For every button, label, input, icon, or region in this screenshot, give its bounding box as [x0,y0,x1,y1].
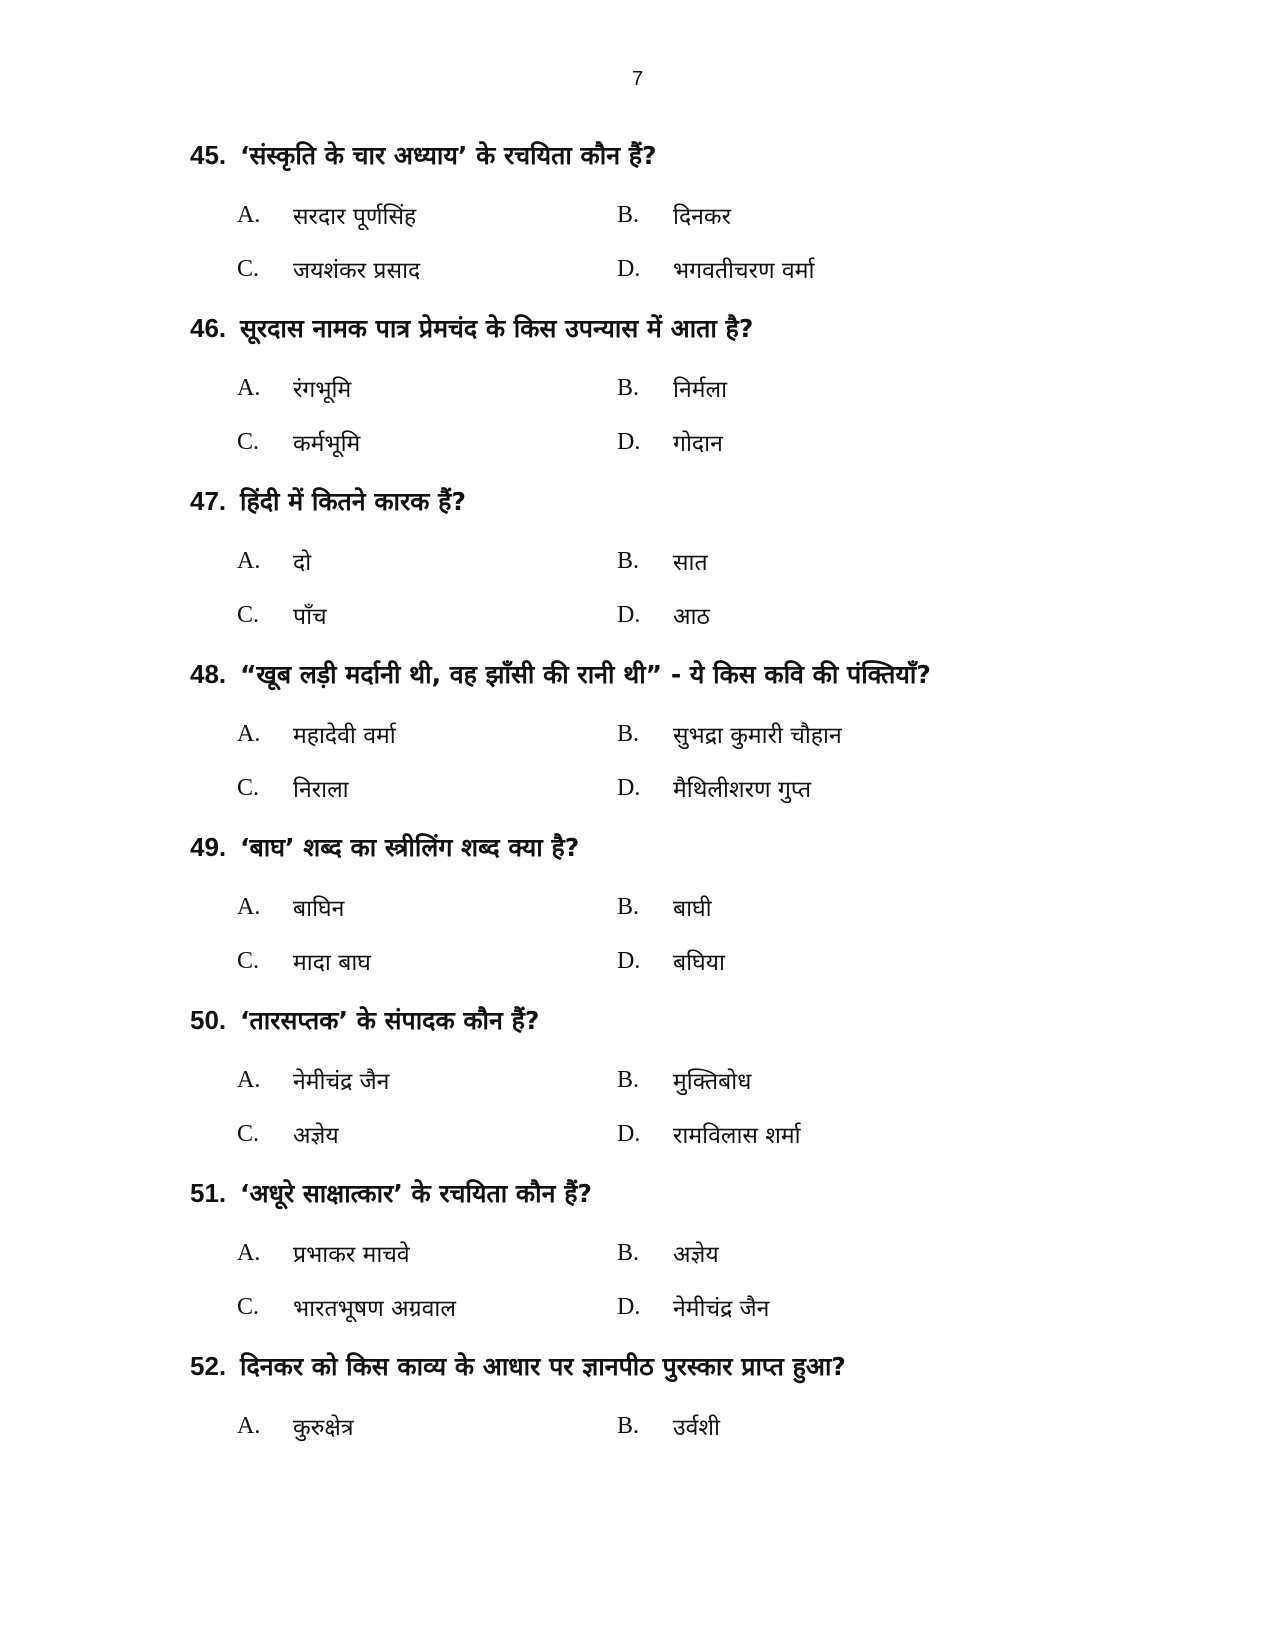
option-d [617,1118,997,1150]
option-text: रामविलास शर्मा [673,1123,801,1149]
question-text: हिंदी में कितने कारक हैं? [240,487,466,516]
option-letter: C. [237,947,260,974]
option-c [237,772,617,804]
option-c [237,599,617,631]
option-a [237,718,617,750]
option-letter: C. [237,1120,260,1147]
option-text: प्रभाकर माचवे [293,1242,410,1268]
option-letter: B. [617,1412,640,1439]
option-b [617,1237,997,1269]
question-45 [190,138,1190,311]
option-letter: A. [237,1066,261,1093]
option-c [237,1291,617,1323]
option-a [237,199,617,231]
option-b [617,545,997,577]
question-number: 50. [190,1005,227,1035]
option-row [190,588,1190,642]
option-letter: B. [617,893,640,920]
option-letter: D. [617,1293,641,1320]
option-c [237,945,617,977]
question-47 [190,484,1190,657]
option-text: निर्मला [673,377,728,403]
option-row [190,707,1190,761]
option-letter: C. [237,255,260,282]
question-heading [190,484,1190,534]
question-52 [190,1349,1190,1522]
question-text: ‘संस्कृति के चार अध्याय’ के रचयिता कौन हैं? [240,141,657,170]
question-heading [190,1176,1190,1226]
question-number: 49. [190,832,227,862]
option-c [237,426,617,458]
option-letter: C. [237,1293,260,1320]
option-letter: B. [617,720,640,747]
question-number: 47. [190,486,227,516]
option-d [617,599,997,631]
option-a [237,1237,617,1269]
option-letter: D. [617,428,641,455]
question-49 [190,830,1190,1003]
option-row [190,1107,1190,1161]
question-text: सूरदास नामक पात्र प्रेमचंद के किस उपन्यास में आता है? [240,314,754,343]
option-letter: B. [617,1239,640,1266]
option-letter: A. [237,1412,261,1439]
option-text: बाघी [673,896,712,922]
option-a [237,1410,617,1442]
option-letter: A. [237,201,261,228]
option-text: भगवतीचरण वर्मा [673,258,815,284]
option-text: अज्ञेय [673,1242,719,1268]
option-b [617,1410,997,1442]
option-letter: B. [617,1066,640,1093]
question-list [190,138,1190,1522]
option-text: पाँच [293,604,327,630]
option-letter: C. [237,774,260,801]
question-heading [190,311,1190,361]
option-a [237,372,617,404]
option-text: कुरुक्षेत्र [293,1415,354,1441]
option-text: दिनकर [673,204,732,230]
option-d [617,772,997,804]
option-text: भारतभूषण अग्रवाल [293,1296,456,1322]
option-text: नेमीचंद्र जैन [673,1296,770,1322]
option-letter: A. [237,893,261,920]
option-a [237,891,617,923]
option-row [190,415,1190,469]
question-46 [190,311,1190,484]
option-letter: D. [617,947,641,974]
option-letter: C. [237,601,260,628]
option-text: नेमीचंद्र जैन [293,1069,390,1095]
option-letter: D. [617,774,641,801]
question-text: ‘अधूरे साक्षात्कार’ के रचयिता कौन हैं? [240,1179,592,1208]
question-51 [190,1176,1190,1349]
option-letter: C. [237,428,260,455]
option-text: दो [293,550,312,576]
option-row [190,761,1190,815]
option-row [190,934,1190,988]
question-number: 45. [190,140,227,170]
option-text: सुभद्रा कुमारी चौहान [673,723,842,749]
question-text: ‘बाघ’ शब्द का स्त्रीलिंग शब्द क्या है? [240,833,580,862]
option-d [617,1291,997,1323]
option-d [617,945,997,977]
option-letter: B. [617,374,640,401]
option-a [237,1064,617,1096]
option-text: आठ [673,604,710,630]
option-text: बघिया [673,950,725,976]
option-text: मैथिलीशरण गुप्त [673,777,812,803]
option-letter: A. [237,547,261,574]
question-heading [190,657,1190,707]
option-letter: A. [237,374,261,401]
option-letter: B. [617,201,640,228]
question-50 [190,1003,1190,1176]
option-c [237,1118,617,1150]
question-number: 48. [190,659,227,689]
option-a [237,545,617,577]
option-row [190,1053,1190,1107]
option-letter: D. [617,601,641,628]
option-text: कर्मभूमि [293,431,361,457]
option-text: अज्ञेय [293,1123,339,1149]
option-row [190,1226,1190,1280]
option-c [237,253,617,285]
question-heading [190,1003,1190,1053]
option-letter: A. [237,720,261,747]
option-b [617,718,997,750]
question-heading [190,138,1190,188]
option-d [617,426,997,458]
option-letter: A. [237,1239,261,1266]
question-number: 46. [190,313,227,343]
question-number: 52. [190,1351,227,1381]
option-text: सरदार पूर्णसिंह [293,204,417,230]
question-48 [190,657,1190,830]
option-row [190,534,1190,588]
option-text: बाघिन [293,896,345,922]
option-text: गोदान [673,431,723,457]
option-text: निराला [293,777,349,803]
option-letter: D. [617,1120,641,1147]
option-row [190,1399,1190,1453]
option-text: सात [673,550,708,576]
option-row [190,880,1190,934]
option-text: रंगभूमि [293,377,352,403]
option-text: जयशंकर प्रसाद [293,258,421,284]
question-text: दिनकर को किस काव्य के आधार पर ज्ञानपीठ पुरस्कार प्राप्त हुआ? [240,1352,846,1381]
question-text: “खूब लड़ी मर्दानी थी, वह झाँसी की रानी थी” - ये किस कवि की पंक्तियाँ? [240,660,931,689]
question-heading [190,1349,1190,1399]
option-letter: D. [617,255,641,282]
option-b [617,199,997,231]
question-heading [190,830,1190,880]
option-text: महादेवी वर्मा [293,723,396,749]
option-row [190,188,1190,242]
option-letter: B. [617,547,640,574]
option-text: उर्वशी [673,1415,720,1441]
option-d [617,253,997,285]
option-text: मुक्तिबोध [673,1069,752,1095]
option-text: मादा बाघ [293,950,371,976]
option-b [617,372,997,404]
option-row [190,242,1190,296]
option-row [190,361,1190,415]
option-row [190,1280,1190,1334]
option-b [617,1064,997,1096]
option-b [617,891,997,923]
question-text: ‘तारसप्तक’ के संपादक कौन हैं? [240,1006,540,1035]
question-number: 51. [190,1178,227,1208]
page-number: 7 [631,68,644,90]
